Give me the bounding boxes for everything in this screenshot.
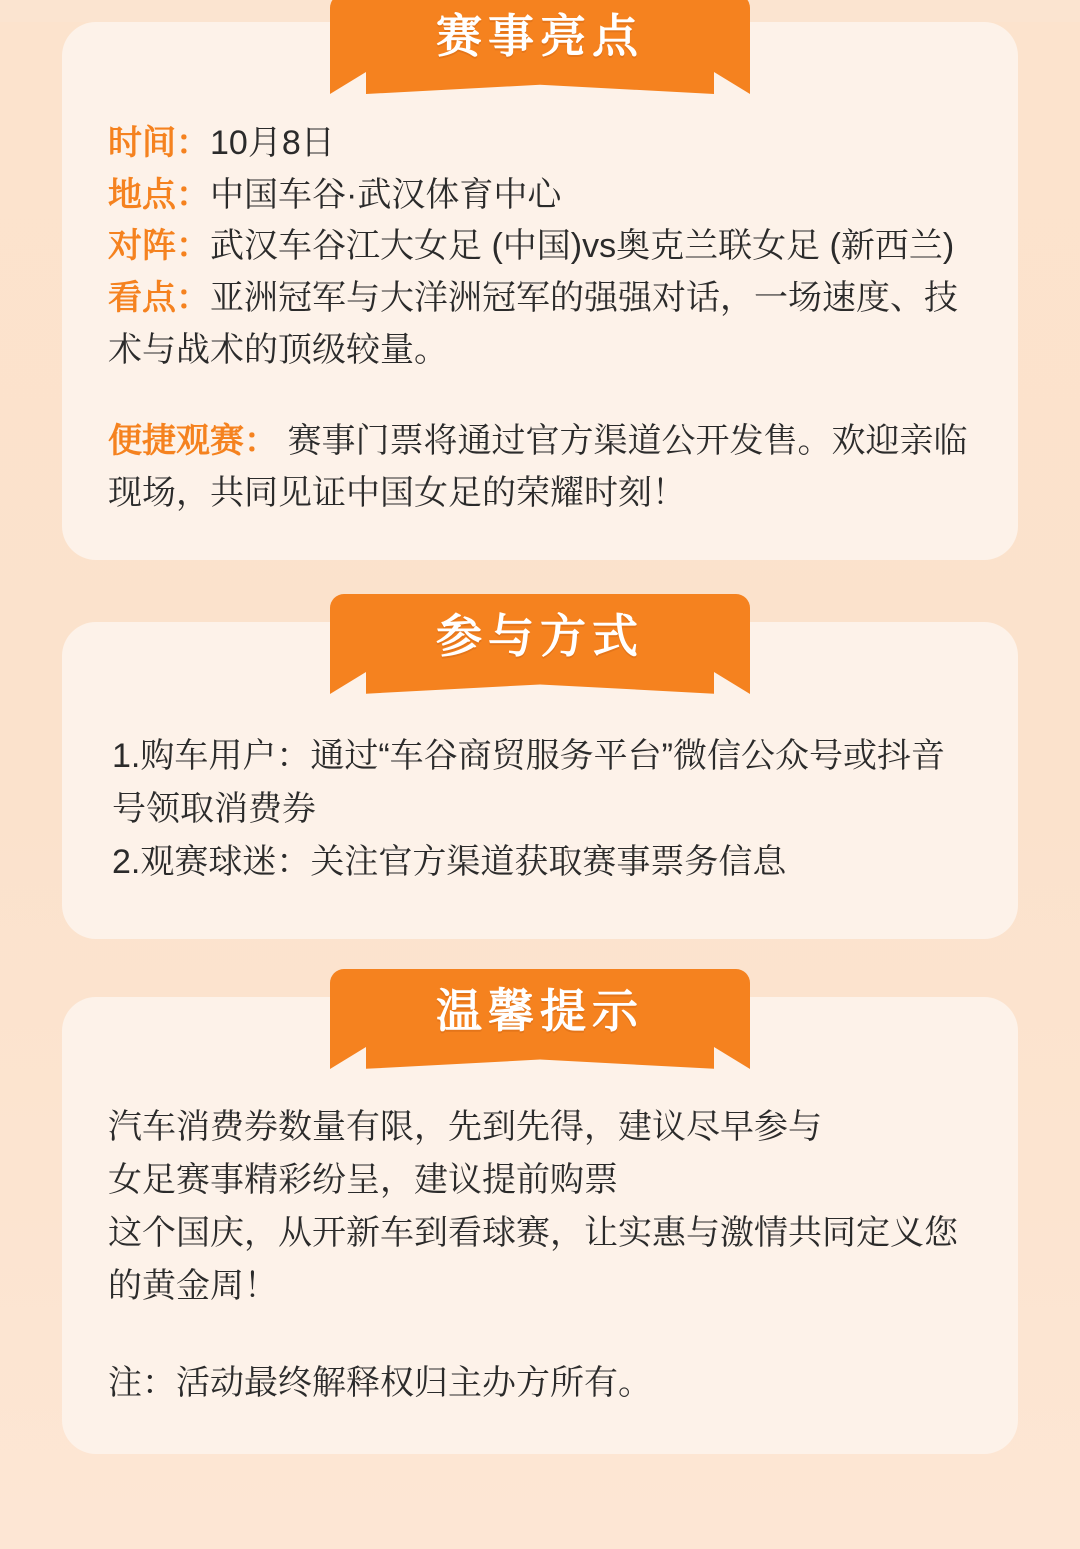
- tip-line: 汽车消费券数量有限，先到先得，建议尽早参与: [108, 1107, 822, 1146]
- highlights-row-focus: [108, 273, 972, 376]
- ribbon-tail-highlights: [366, 72, 714, 94]
- tip-line: 这个国庆，从开新车到看球赛，让实惠与激情共同定义您的黄金周！: [108, 1213, 958, 1305]
- section-ribbon-highlights: [330, 0, 750, 72]
- highlights-row-matchup-value: 武汉车谷江大女足 (中国)vs奥克兰联女足 (新西兰): [210, 227, 955, 266]
- highlights-row-venue: [108, 170, 972, 222]
- highlights-row-time-label: 时间：: [108, 124, 210, 162]
- highlights-ticket-note-label: 便捷观赛：: [108, 422, 278, 461]
- highlights-row-matchup: [108, 221, 972, 273]
- highlights-ticket-note: [108, 416, 972, 519]
- card-tips: [62, 984, 1018, 1454]
- section-title-participation: 参与方式: [436, 609, 644, 662]
- card-participation: [62, 609, 1018, 939]
- section-ribbon-tips: [330, 969, 750, 1047]
- tips-footnote: 注：活动最终解释权归主办方所有。: [108, 1363, 652, 1402]
- tips-spacer: [108, 1313, 972, 1357]
- highlights-row-time-value: 10月8日: [210, 124, 335, 162]
- ribbon-tail-tips: [366, 1047, 714, 1069]
- tip-line: 女足赛事精彩纷呈，建议提前购票: [108, 1160, 618, 1199]
- section-ribbon-participation: [330, 594, 750, 672]
- list-item: 2.观赛球迷：关注官方渠道获取赛事票务信息: [112, 842, 787, 881]
- highlights-row-venue-value: 中国车谷·武汉体育中心: [210, 175, 562, 214]
- card-event-highlights: [62, 10, 1018, 560]
- highlights-row-time: [108, 118, 972, 170]
- highlights-detail-list: [108, 118, 972, 376]
- highlights-row-matchup-label: 对阵：: [108, 227, 210, 266]
- poster-page: [0, 10, 1080, 1549]
- highlights-row-venue-label: 地点：: [108, 175, 210, 214]
- section-title-highlights: 赛事亮点: [436, 10, 644, 62]
- ribbon-tail-participation: [366, 672, 714, 694]
- highlights-spacer: [108, 376, 972, 416]
- section-title-tips: 温馨提示: [436, 984, 644, 1037]
- highlights-ticket-note-text: 赛事门票将通过官方渠道公开发售。欢迎亲临现场，共同见证中国女足的荣耀时刻！: [108, 422, 968, 513]
- list-item: 1.购车用户：通过“车谷商贸服务平台”微信公众号或抖音号领取消费券: [112, 736, 945, 828]
- highlights-row-focus-value: 亚洲冠军与大洋洲冠军的强强对话，一场速度、技术与战术的顶级较量。: [108, 279, 958, 369]
- highlights-row-focus-label: 看点：: [108, 279, 210, 318]
